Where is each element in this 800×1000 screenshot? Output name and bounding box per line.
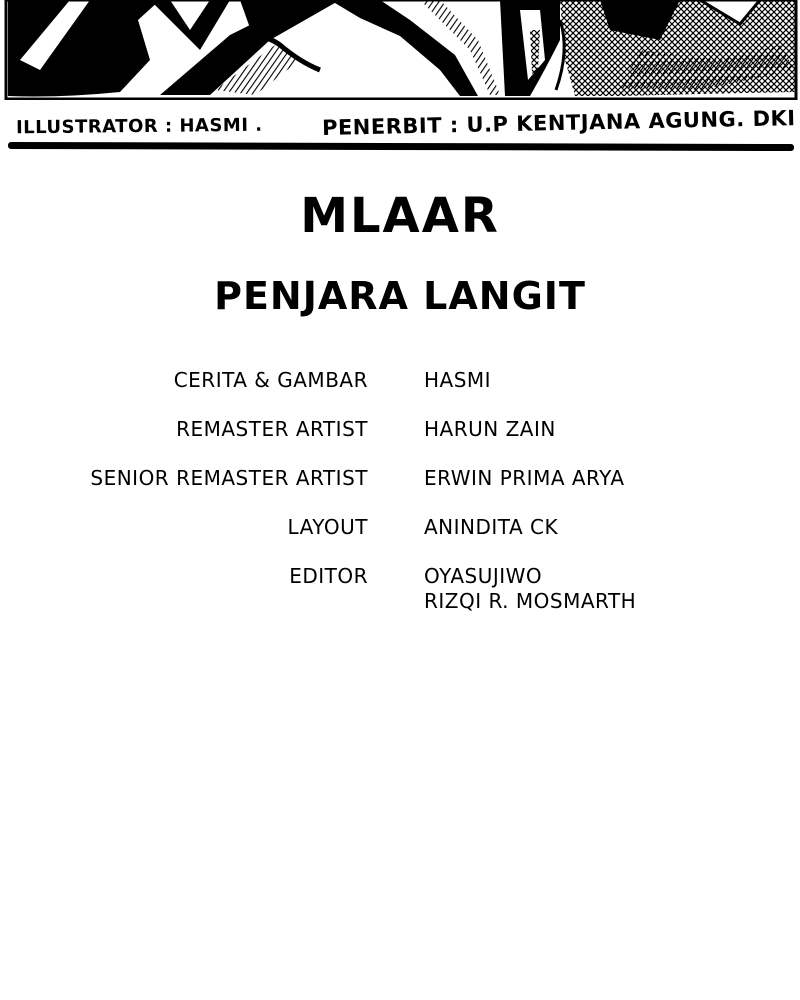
divider-rule (8, 142, 794, 151)
illustrator-credit: ILLUSTRATOR : HASMI . (15, 114, 263, 139)
comic-title: MLAAR (300, 188, 500, 244)
credit-role: EDITOR (289, 564, 368, 588)
credit-name: ANINDITA CK (424, 515, 559, 539)
credit-role: REMASTER ARTIST (176, 417, 368, 441)
credit-name: OYASUJIWO (424, 564, 543, 588)
credit-role: CERITA & GAMBAR (173, 368, 368, 392)
credit-name: HASMI (424, 368, 492, 392)
publisher-credit: PENERBIT : U.P KENTJANA AGUNG. DKI (321, 106, 796, 140)
comic-subtitle: PENJARA LANGIT (214, 274, 586, 318)
credit-role: SENIOR REMASTER ARTIST (90, 466, 368, 490)
credit-name: RIZQI R. MOSMARTH (424, 589, 637, 613)
credit-role: LAYOUT (287, 515, 368, 539)
credit-name: ERWIN PRIMA ARYA (424, 466, 625, 490)
credit-name: HARUN ZAIN (424, 417, 556, 441)
comic-artwork-strip (0, 0, 800, 100)
